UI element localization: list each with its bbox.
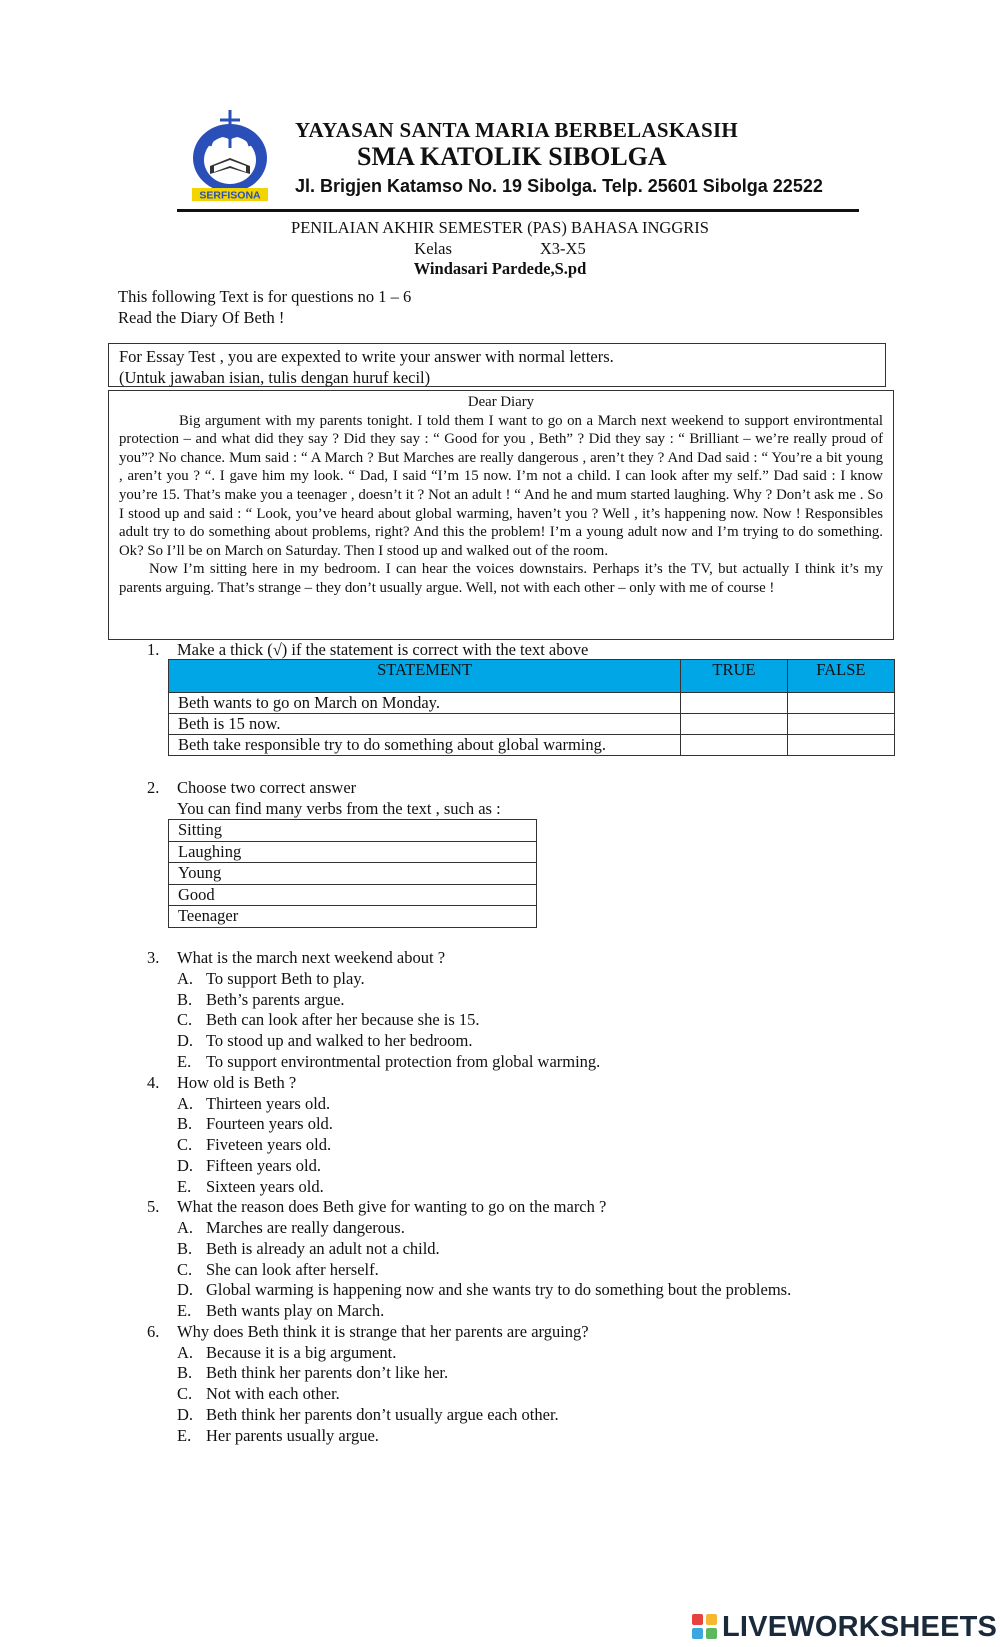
essay-instructions-box [108,343,886,387]
header-true: TRUE [681,660,788,693]
org-name: YAYASAN SANTA MARIA BERBELASKASIH [295,118,739,142]
false-checkbox-cell[interactable] [787,693,894,714]
answer-option[interactable]: B. Fourteen years old. [177,1114,333,1133]
class-label: Kelas [414,239,452,258]
school-name: SMA KATOLIK SIBOLGA [357,142,667,171]
answer-option[interactable]: B. Beth think her parents don’t like her. [177,1363,449,1382]
false-checkbox-cell[interactable] [787,714,894,735]
header-false: FALSE [787,660,894,693]
logo-label: SERFISONA [199,189,261,202]
verb-option[interactable]: Laughing [169,841,537,863]
question-prompt: How old is Beth ? [177,1073,297,1092]
table-row [169,735,895,756]
verb-option[interactable]: Young [169,863,537,885]
statement-table [168,659,895,756]
question-number: 3. [147,948,160,967]
header-divider [177,209,859,212]
statement-cell: Beth is 15 now. [169,714,681,735]
teacher-name: Windasari Pardede,S.pd [413,259,587,278]
class-value: X3-X5 [539,239,586,258]
question-number: 1. [147,640,160,659]
verb-option[interactable]: Sitting [169,820,537,842]
answer-option[interactable]: D. Global warming is happening now and she wants try to do something bout the problems. [177,1280,792,1299]
question-prompt: Why does Beth think it is strange that her parents are arguing? [177,1322,589,1341]
school-address: Jl. Brigjen Katamso No. 19 Sibolga. Telp. 25601 Sibolga 22522 [295,176,823,196]
class-line [0,239,1000,259]
diary-text-box [108,390,894,640]
liveworksheets-text: LIVEWORKSHEETS [722,1610,998,1643]
answer-option[interactable]: C. Beth can look after her because she is 15. [177,1010,480,1029]
question-6 [147,1322,589,1342]
table-row [169,693,895,714]
diary-paragraph-2: Now I’m sitting here in my bedroom. I can hear the voices downstairs. Perhaps it’s the TV, but actually I think it’s my parents arguing. That’s strange – they don’t usually argue. Well, not with each other – only with me of course ! [119,561,883,596]
true-checkbox-cell[interactable] [681,735,788,756]
answer-option[interactable]: C. Not with each other. [177,1384,340,1403]
question-5 [147,1197,606,1217]
intro-line-2: Read the Diary Of Beth ! [118,308,285,327]
answer-option[interactable]: E. Sixteen years old. [177,1177,324,1196]
verb-option[interactable]: Good [169,884,537,906]
answer-option[interactable]: A. Thirteen years old. [177,1094,331,1113]
answer-option[interactable]: E. Her parents usually argue. [177,1426,379,1445]
question-prompt: What is the march next weekend about ? [177,948,446,967]
answer-option[interactable]: A. Marches are really dangerous. [177,1218,405,1237]
question-number: 6. [147,1322,160,1341]
question-2-subprompt: You can find many verbs from the text , such as : [177,799,501,818]
exam-title: PENILAIAN AKHIR SEMESTER (PAS) BAHASA INGGRIS [291,218,709,237]
table-row [169,714,895,735]
question-prompt: Make a thick (√) if the statement is correct with the text above [177,640,589,659]
liveworksheets-logo-icon [692,1614,718,1640]
question-1 [147,640,588,660]
question-prompt: Choose two correct answer [177,778,357,797]
verb-choice-table [168,819,537,928]
question-3 [147,948,445,968]
true-checkbox-cell[interactable] [681,693,788,714]
answer-option[interactable]: D. Beth think her parents don’t usually argue each other. [177,1405,559,1424]
question-number: 2. [147,778,160,797]
statement-cell: Beth take responsible try to do something about global warming. [169,735,681,756]
question-4 [147,1073,296,1093]
school-logo [188,108,272,202]
header-statement: STATEMENT [169,660,681,693]
essay-note-line-2: (Untuk jawaban isian, tulis dengan huruf kecil) [119,368,431,387]
liveworksheets-brand [692,1610,997,1644]
answer-option[interactable]: C. She can look after herself. [177,1260,379,1279]
question-prompt: What the reason does Beth give for wanting to go on the march ? [177,1197,607,1216]
false-checkbox-cell[interactable] [787,735,894,756]
question-2 [147,778,356,798]
essay-note-line-1: For Essay Test , you are expexted to write your answer with normal letters. [119,347,614,366]
diary-paragraph-1: Big argument with my parents tonight. I told them I want to go on a March next weekend to support environtmental protection – and what did they say ? Did they say : “ Good for you , Beth” ? Did they say : “ Brilliant – we’re really proud of you”? No chance. Mum said : “ A March ? But Marches are really dangerous , aren’t they ? And Dad said : “ You’re a bit young , aren’t you ? “. I gave him my look. “ Dad, I said “I’m 15 now. I’m not a child. I can look after my self.” Dad said : I know you’re 15. That’s make you a teenager , doesn’t it ? Not an adult ! “ And he and mum started laughing. Why ? Don’t ask me . So I stood up and said : “ Look, you’ve heard about global warming, haven’t you ? Well , it’s happening now. Now ! Responsibles adult try to do something about problems, right? And this the problem! I’m a young adult now and I’m trying to do something. Ok? So I’ll be on March on Saturday. Then I stood up and walked out of the room. [119,412,883,559]
intro-line-1: This following Text is for questions no 1 – 6 [118,287,412,306]
answer-option[interactable]: A. Because it is a big argument. [177,1343,397,1362]
answer-option[interactable]: E. Beth wants play on March. [177,1301,385,1320]
question-number: 5. [147,1197,160,1216]
answer-option[interactable]: B. Beth’s parents argue. [177,990,345,1009]
answer-option[interactable]: B. Beth is already an adult not a child. [177,1239,440,1258]
true-checkbox-cell[interactable] [681,714,788,735]
answer-option[interactable]: A. To support Beth to play. [177,969,365,988]
diary-title: Dear Diary [467,394,535,410]
answer-option[interactable]: D. To stood up and walked to her bedroom. [177,1031,473,1050]
statement-cell: Beth wants to go on March on Monday. [169,693,681,714]
answer-option[interactable]: D. Fifteen years old. [177,1156,322,1175]
answer-option[interactable]: E. To support environtmental protection from global warming. [177,1052,601,1071]
question-number: 4. [147,1073,160,1092]
answer-option[interactable]: C. Fiveteen years old. [177,1135,332,1154]
verb-option[interactable]: Teenager [169,906,537,928]
